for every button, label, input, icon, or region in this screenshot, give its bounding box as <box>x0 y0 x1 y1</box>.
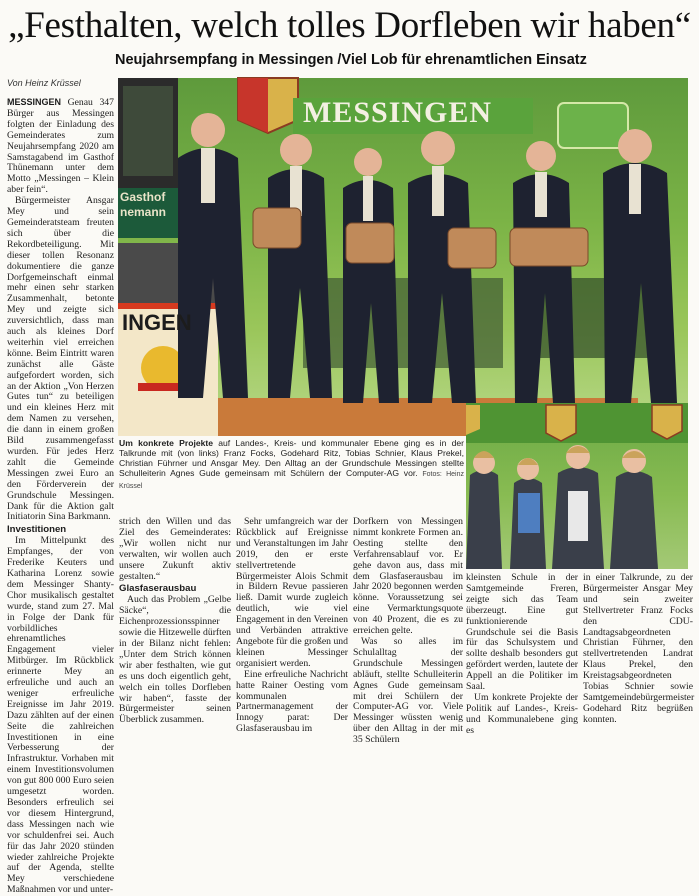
paragraph: Dorfkern von Messingen nimmt konkrete Formen an. Oesting stellte den Verfahrensablauf vor. Er gehe davon aus, dass mit dem Glasfaserausbau im Jahr 2020 begonnen werden könne. Voraussetzung sei eine Vermarktungsquote von 40 Prozent, die es zu erreichen gelte. <box>353 516 463 637</box>
paragraph: Im Mittelpunkt des Empfanges, der von Frederike Keuters und Katharina Lorenz sowie dem Messinger Shanty-Chor musikalisch gestaltet wurde, stand zum 27. Mal in Folge der Dank für vorbildliches ehrenamtliches Engagement vieler Mitbürger. Im Rückblick erinnerte Mey an erfreuliche und auch an weniger erfreuliche Ereignisse im Jahr 2019. Dazu zählten auf der einen Seite die zahlreichen Investitionen in eine Verbesserung der Infrastruktur. Vorhaben mit einem Investitionsvolumen von gut 800 000 Euro seien umgesetzt worden. Besonders erfreulich sei vor diesem Hintergrund, dass Messingen nach wie vor schuldenfrei sei. Auch für das Jahr 2020 stünden wieder zahlreiche Projekte auf der Agenda, stellte Mey verschiedene Maßnahmen vor und unter- <box>7 535 114 896</box>
headline: „Festhalten, welch tolles Dorfleben wir haben“ <box>8 5 691 46</box>
section-heading: Glasfaserausbau <box>119 583 197 595</box>
paragraph: Um konkrete Projekte der Politik auf Landes-, Kreis- und Kommunalebene ging es <box>466 691 578 736</box>
talk-round-photo <box>118 78 688 436</box>
article-column-1 <box>7 97 114 896</box>
article-column-3 <box>236 516 348 735</box>
photo-caption-1: Um konkrete Projekte auf Landes-, Kreis- und kommunaler Ebene ging es in der Talkrunde mit (von links) Franz Focks, Godehard Ritz, Tobias Schnier, Klaus Prekel, Christian Führner und Ansgar Mey. Den Alltag an der Grundschule Messingen stellte Schulleiterin Agnes Gude gemeinsam mit Schülern der Computer-AG vor. Fotos: Heinz Krüssel <box>119 438 465 490</box>
paragraph: Was so alles im Schulalltag der Grundschule Messingen abläuft, stellte Schulleiterin Agnes Gude gemeinsam mit drei Schülern der Computer-AG vor. Viele Messinger wüssten wenig über den Alltag in der mit 35 Schülern <box>353 635 463 746</box>
byline: Von Heinz Krüssel <box>7 78 81 88</box>
banner-text: MESSINGEN <box>303 96 493 129</box>
paragraph: in einer Talkrunde, zu der Bürgermeister Ansgar Mey und sein zweiter Stellvertreter Franz Focks den CDU-Landtagsabgeordneten Christian Führner, den stellvertretenden Landrat Klaus Prekel, den Kreistagsabgeordneten Tobias Schnier sowie Samtgemeindebürgermeister Godehard Ritz begrüßen konnten. <box>583 572 695 725</box>
talk-round-photo-graphic <box>118 78 688 436</box>
paragraph: MESSINGEN Genau 347 Bürger aus Messingen folgten der Einladung des Gemeinderates zum Neujahrsempfang 2020 am Samstagabend im Gasthof Thünemann unter dem Motto „Messingen – Klein aber fein“. <box>7 97 114 196</box>
article-column-5 <box>466 572 578 736</box>
school-photo <box>466 403 688 569</box>
article-column-4 <box>353 516 463 746</box>
paragraph: Bürgermeister Ansgar Mey und sein Gemeinderatsteam freuten sich über die Rekordbeteiligung. Mit dieser tollen Resonanz dokumentiere die ganze Dorfgemeinschaft einmal mehr einen sehr starken Zusammenhalt, betonte Mey und zeigte sich zuversichtlich, dass man auch als kleines Dorf weiterhin viel erreichen könne. Beim Eintritt waren zunächst alle Gäste aufgefordert worden, sich an der Aktion „Von Herzen Gutes tun“ zu beteiligen und ein kleines Herz mit dem Namen zu versehen, die dann in einem großen Bild zusammengefasst wurden. Für jedes Herz zahlt die Gemeinde Messingen zwei Euro an den Förderverein der Grundschule Messingen. Dank für die Aktion galt Initiatorin Sina Barkmann. <box>7 195 114 523</box>
paragraph: Eine erfreuliche Nachricht hatte Rainer Oesting vom kommunalen Partnermanagement der Innogy parat: Der Glasfaserausbau im <box>236 668 348 735</box>
school-photo-graphic <box>466 403 688 569</box>
paragraph: strich den Willen und das Ziel des Gemeinderates: „Wir wollen nicht nur verwalten, wir wollen auch unsere Zukunft aktiv gestalten.“ <box>119 516 231 582</box>
gasthof-sign: Gasthof nemann <box>120 190 167 219</box>
poster-text: INGEN <box>122 310 192 335</box>
dateline: MESSINGEN <box>7 97 62 107</box>
paragraph: Sehr umfangreich war der Rückblick auf Ereignisse und Veranstaltungen im Jahr 2019, den er erste stellvertretende Bürgermeister Alois Schmit in Bildern Revue passieren ließ. Damit wurde zugleich deutlich, wie viel Engagement in den Vereinen und Verbänden attraktive Angebote für die großen und kleinen Messinger organisiert werden. <box>236 516 348 669</box>
article-column-6 <box>583 572 695 725</box>
subheadline: Neujahrsempfang in Messingen /Viel Lob für ehrenamtlichen Einsatz <box>115 52 587 68</box>
photo-credit: Fotos: Heinz Krüssel <box>119 471 465 490</box>
article-column-2 <box>119 516 231 726</box>
paragraph: Auch das Problem „Gelbe Säcke“, die Eichenprozessionsspinner sowie die Hitzewelle dürften in der Bilanz nicht fehlen: „Unter dem Strich können wir aber festhalten, wie gut es uns doch eigentlich geht, welch ein tolles Dorfleben wir haben“, fasste der Bürgermeister seinen Überblick zusammen. <box>119 594 231 726</box>
paragraph: kleinsten Schule in der Samtgemeinde Freren, zeigte sich das Team überzeugt. Eine gut funktionierende Grundschule sei die Basis für das Schulsystem und sollte deshalb besonders gut gefördert werden, lautete der Appell an die Politiker im Saal. <box>466 572 578 693</box>
section-heading: Investitionen <box>7 524 67 536</box>
